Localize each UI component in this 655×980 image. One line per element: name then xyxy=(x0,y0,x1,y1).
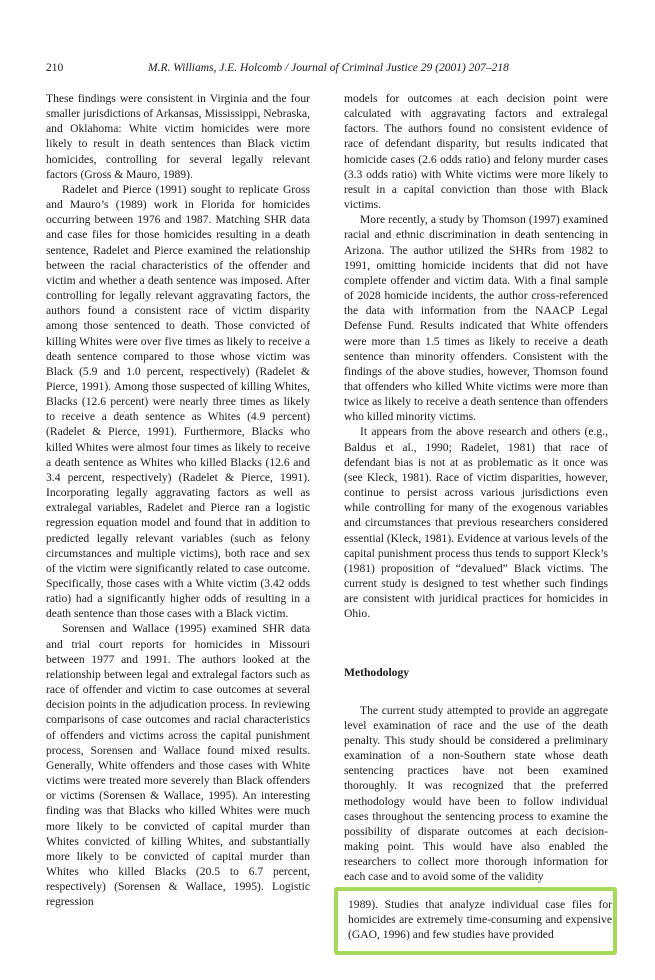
left-column xyxy=(46,91,310,909)
highlight-box xyxy=(334,887,617,955)
page-number: 210 xyxy=(46,62,64,74)
paragraph: More recently, a study by Thomson (1997) examined racial and ethnic discrimination in death sentencing in Arizona. The author utilized the SHRs from 1982 to 1991, omitting homicide incidents that did not have complete offender and victim data. With a final sample of 2028 homicide incidents, the author cross-referenced the data with information from the NAACP Legal Defense Fund. Results indicated that White offenders were more than 1.5 times as likely to receive a death sentence than minority offenders. Consistent with the findings of the above studies, however, Thomson found that offenders who killed White victims were more than twice as likely to receive a death sentence than offenders who killed minority victims. xyxy=(344,213,608,424)
paragraph: models for outcomes at each decision point were calculated with aggravating factors and extralegal factors. The authors found no consistent evidence of race of defendant disparity, but results indicated that homicide cases (2.6 odds ratio) and felony murder cases (3.3 odds ratio) with White victims were more likely to result in a capital conviction than those with Black victims. xyxy=(344,92,608,212)
paragraph: These findings were consistent in Virginia and the four smaller jurisdictions of Arkansas, Mississippi, Nebraska, and Oklahoma: White victim homicides were more likely to result in death sentences than Black victim homicides, controlling for several legally relevant factors (Gross & Mauro, 1989). xyxy=(46,92,310,181)
running-header xyxy=(46,62,611,78)
paragraph: Radelet and Pierce (1991) sought to replicate Gross and Mauro’s (1989) work in Florida for homicides occurring between 1976 and 1987. Matching SHR data and case files for those homicides resulting in a death sentence, Radelet and Pierce examined the relationship between the racial characteristics of the offender and victim and whether a death sentence was imposed. After controlling for legally relevant aggravating factors, the authors found a consistent race of victim disparity among those sentenced to death. Those convicted of killing Whites were over five times as likely to receive a death sentence compared to those whose victim was Black (5.9 and 1.0 percent, respectively) (Radelet & Pierce, 1991). Among those suspected of killing Whites, Blacks (12.6 percent) were nearly three times as likely to receive a death sentence as Whites (4.9 percent) (Radelet & Pierce, 1991). Furthermore, Blacks who killed Whites were almost four times as likely to receive a death sentence as Whites who killed Blacks (12.6 and 3.4 percent, respectively) (Radelet & Pierce, 1991). Incorporating legally aggravating factors as well as extralegal variables, Radelet and Pierce ran a logistic regression equation model and found that in addition to predicted legally relevant variables (such as felony circumstances and multiple victims), both race and sex of the victim were significantly related to case outcome. Specifically, those cases with a White victim (3.42 odds ratio) had a significantly higher odds of resulting in a death sentence than those cases with a Black victim. xyxy=(46,182,310,621)
paragraph: It appears from the above research and others (e.g., Baldus et al., 1990; Radelet, 1981) that race of defendant bias is not at as problematic as it once was (see Kleck, 1981). Race of victim disparities, however, continue to persist across various jurisdictions even while controlling for many of the exogenous variables and circumstances that previous researchers considered essential (Kleck, 1981). Evidence at various levels of the capital punishment process thus tends to support Kleck’s (1981) proposition of “devalued” Black victims. The current study is designed to test whether such findings are consistent with juridical practices for homicides in Ohio. xyxy=(344,425,608,621)
highlighted-text: 1989). Studies that analyze individual case files for homicides are extremely time-consuming and expensive (GAO, 1996) and few studies have provided xyxy=(348,898,612,942)
paragraph: The current study attempted to provide an aggregate level examination of race and the use of the death penalty. This study should be considered a preliminary examination of a non-Southern state whose death sentencing practices have not been examined thoroughly. It was recognized that the preferred methodology would have been to follow individual cases throughout the sentencing process to examine the possibility of disparate outcomes at each decision-making point. This would have also enabled the researchers to collect more thorough information for each case and to avoid some of the validity xyxy=(344,703,608,884)
right-column xyxy=(344,91,608,895)
section-heading: Methodology xyxy=(344,666,410,680)
running-head: M.R. Williams, J.E. Holcomb / Journal of Criminal Justice 29 (2001) 207–218 xyxy=(148,62,509,74)
paragraph: Sorensen and Wallace (1995) examined SHR data and trial court reports for homicides in Missouri between 1977 and 1991. The authors looked at the relationship between legal and extralegal factors such as race of offender and victim to case outcomes at several decision points in the adjudication process. In reviewing comparisons of case outcomes and racial characteristics of offenders and victims across the capital punishment process, Sorensen and Wallace found mixed results. Generally, White offenders and those cases with White victims were treated more severely than Black offenders or victims (Sorensen & Wallace, 1995). An interesting finding was that Blacks who killed Whites were much more likely to be convicted of capital murder than Whites convicted of killing Whites, and substantially more likely to be convicted of capital murder than Whites who killed Blacks (20.5 to 6.7 percent, respectively) (Sorensen & Wallace, 1995). Logistic regression xyxy=(46,622,310,909)
